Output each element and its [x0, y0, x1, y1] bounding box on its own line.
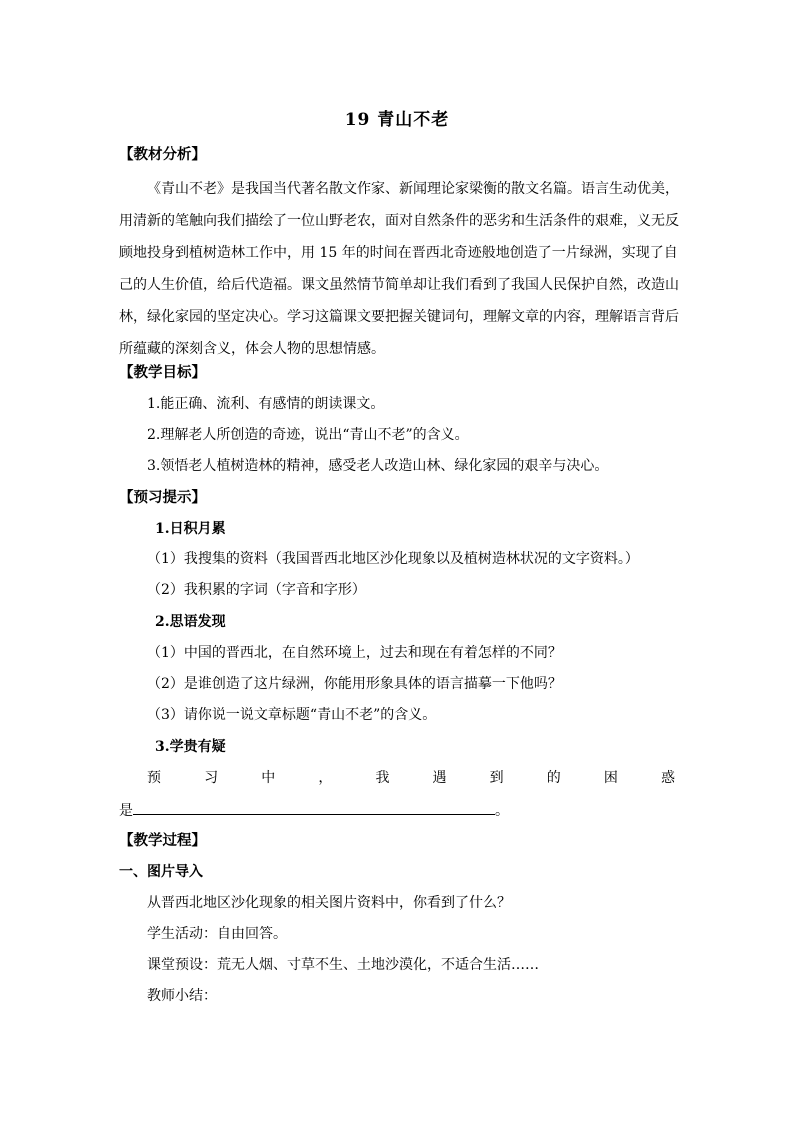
process-line: 教师小结： [147, 988, 217, 1004]
analysis-paragraph [119, 173, 679, 365]
doubt-char: ， [318, 770, 333, 786]
preview-item: （3）请你说一说文章标题“青山不老”的含义。 [147, 707, 437, 723]
analysis-line: 己的人生价值，给后代造福。课文虽然情节简单却让我们看到了我国人民保护自然，改造山 [119, 277, 679, 293]
doubt-answer-blank[interactable] [133, 800, 495, 815]
doubt-char: 到 [489, 770, 504, 786]
document-title: 19 青山不老 [344, 110, 450, 130]
preview-item: （1）中国的晋西北，在自然环境上，过去和现在有着怎样的不同？ [147, 645, 562, 661]
doubt-char: 遇 [432, 770, 447, 786]
doubt-prefix: 是 [119, 803, 133, 819]
process-line: 从晋西北地区沙化现象的相关图片资料中，你看到了什么？ [147, 895, 511, 911]
goal-item: 1.能正确、流利、有感情的朗读课文。 [147, 396, 385, 412]
analysis-line: 林，绿化家园的坚定决心。学习这篇课文要把握关键词句，理解文章的内容，理解语言背后 [119, 309, 679, 325]
analysis-line: 所蕴藏的深刻含义，体会人物的思想情感。 [119, 341, 385, 357]
process-line: 课堂预设：荒无人烟、寸草不生、土地沙漠化，不适合生活…… [147, 957, 539, 973]
doubt-char: 预 [147, 770, 161, 786]
section-heading-preview: 【预习提示】 [119, 489, 206, 506]
doubt-char: 困 [603, 770, 618, 786]
process-step-title: 一、图片导入 [119, 864, 203, 880]
section-heading-analysis: 【教材分析】 [119, 146, 206, 163]
analysis-line: 顾地投身到植树造林工作中，用 15 年的时间在晋西北奇迹般地创造了一片绿洲，实现了自 [119, 245, 678, 261]
doubt-char: 习 [204, 770, 219, 786]
doubt-fill-row [119, 800, 509, 821]
goal-item: 2.理解老人所创造的奇迹，说出“青山不老”的含义。 [147, 427, 469, 443]
preview-subheading: 2.思语发现 [155, 614, 226, 630]
analysis-line: 用清新的笔触向我们描绘了一位山野老农，面对自然条件的恶劣和生活条件的艰难，义无反 [119, 213, 679, 229]
doubt-sentence [147, 768, 675, 788]
section-heading-goals: 【教学目标】 [119, 364, 206, 381]
doubt-char: 中 [261, 770, 276, 786]
preview-item: （1）我搜集的资料（我国晋西北地区沙化现象以及植树造林状况的文字资料。） [147, 551, 639, 567]
preview-item: （2）是谁创造了这片绿洲，你能用形象具体的语言描摹一下他吗？ [147, 676, 562, 692]
doubt-char: 我 [375, 770, 390, 786]
preview-item: （2）我积累的字词（字音和字形） [147, 582, 366, 598]
doubt-char: 的 [546, 770, 561, 786]
analysis-line: 《青山不老》是我国当代著名散文作家、新闻理论家梁衡的散文名篇。语言生动优美， [147, 181, 679, 197]
doubt-suffix: 。 [495, 803, 509, 819]
preview-subheading: 1.日积月累 [155, 521, 226, 537]
preview-subheading: 3.学贵有疑 [155, 739, 226, 755]
goal-item: 3.领悟老人植树造林的精神，感受老人改造山林、绿化家园的艰辛与决心。 [147, 458, 609, 474]
section-heading-process: 【教学过程】 [119, 832, 206, 849]
process-line: 学生活动：自由回答。 [147, 926, 287, 942]
doubt-char: 惑 [660, 770, 675, 786]
